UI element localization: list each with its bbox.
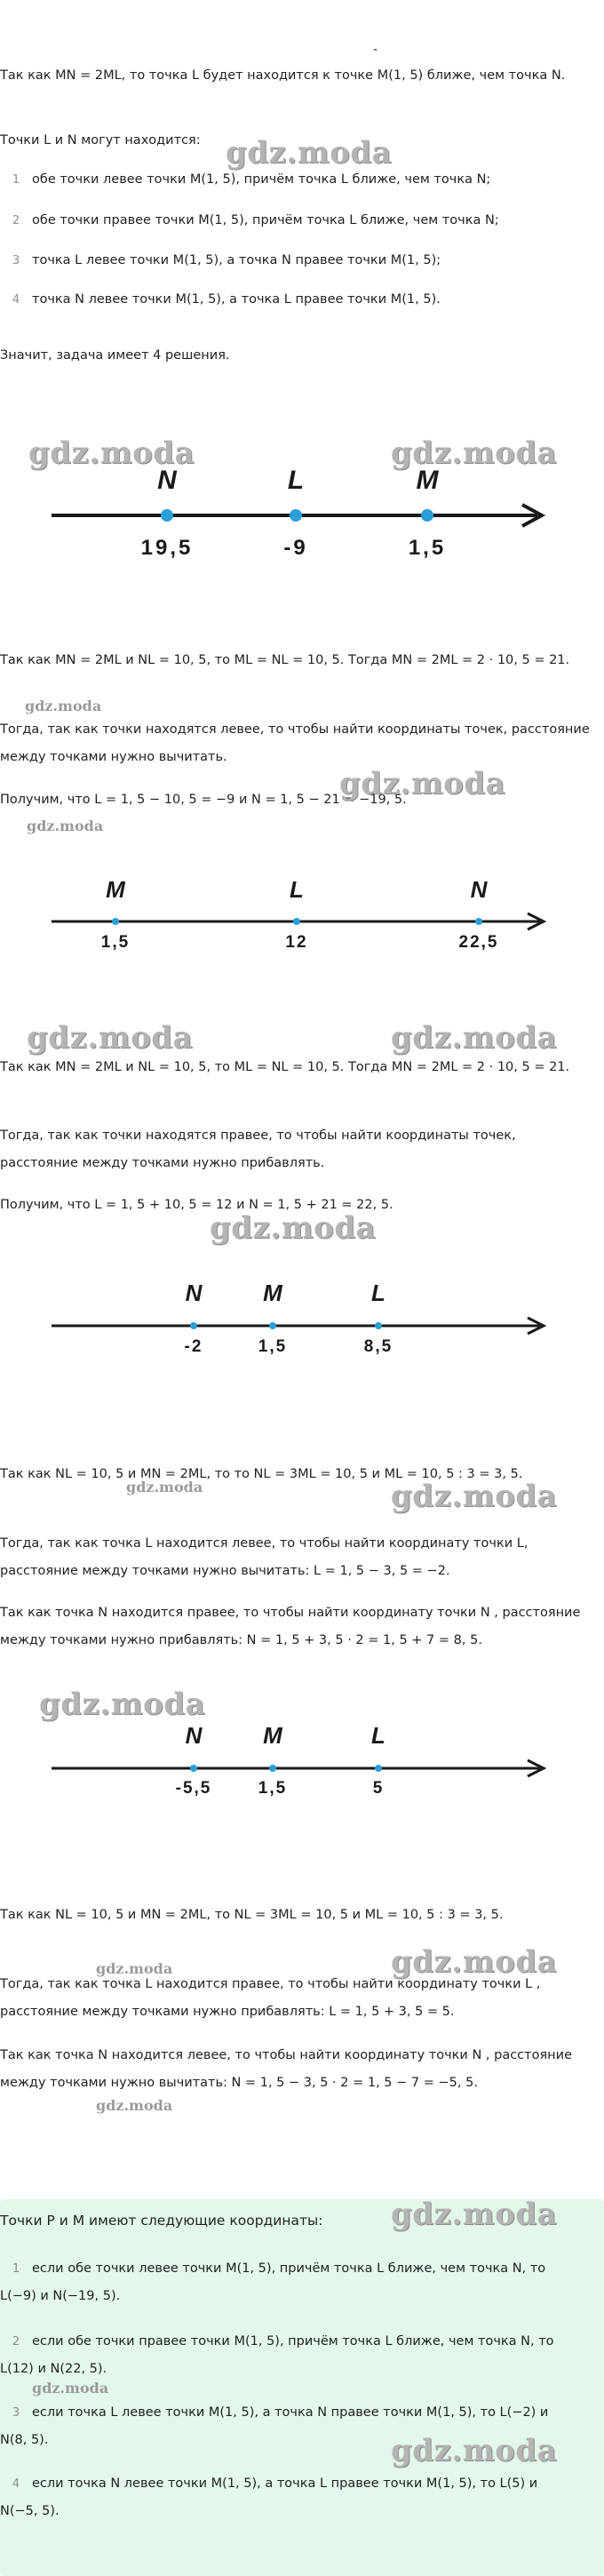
watermark: gdz.moda <box>27 817 104 834</box>
intro-paragraph-2: Точки L и N могут находится: <box>0 133 201 148</box>
case-item: 4 точка N левее точки M(1, 5), а точка L правее точки M(1, 5). <box>12 292 441 307</box>
point-letter: L <box>290 876 304 903</box>
point-label: -2 <box>184 1337 203 1356</box>
point-label: 22,5 <box>458 933 499 952</box>
watermark: gdz.moda <box>27 1020 194 1056</box>
watermark: gdz.moda <box>391 2197 558 2232</box>
answer-item: 1 если обе точки левее точки M(1, 5), причём точка L ближе, чем точка N, то L(−9) и N(−19, 5). <box>0 2261 546 2303</box>
sec2-paragraph-1: Так как MN = 2ML и NL = 10, 5, то ML = NL = 10, 5. Тогда MN = 2ML = 2 · 10, 5 = 21. <box>0 1060 570 1074</box>
watermark: gdz.moda <box>126 1479 203 1495</box>
top-mark: - <box>373 43 378 57</box>
case-item: 1 обе точки левее точки M(1, 5), причём точка L ближе, чем точка N; <box>12 172 491 187</box>
number-line-3 <box>0 1280 604 1360</box>
sec2-paragraph-2: Тогда, так как точки находятся правее, то чтобы найти координаты точек, расстояние между точками нужно прибавлять. <box>0 1128 516 1170</box>
case-item: 2 обе точки правее точки M(1, 5), причём точка L ближе, чем точка N; <box>12 213 499 227</box>
answer-intro: Точки P и M имеют следующие координаты: <box>0 2213 323 2229</box>
point-label: 8,5 <box>363 1337 393 1356</box>
intro-paragraph-1: Так как MN = 2ML, то точка L будет находится к точке M(1, 5) ближе, чем точка N. <box>0 68 566 83</box>
watermark: gdz.moda <box>391 1944 558 1980</box>
point-letter: N <box>185 1722 203 1749</box>
watermark: gdz.moda <box>226 135 393 171</box>
point-letter: L <box>371 1280 385 1306</box>
watermark: gdz.moda <box>391 1479 558 1514</box>
watermark: gdz.moda <box>339 766 506 802</box>
watermark: gdz.moda <box>96 1960 173 1977</box>
number-line-1 <box>0 462 604 569</box>
sec2-paragraph-3: Получим, что L = 1, 5 + 10, 5 = 12 и N = 1, 5 + 21 = 22, 5. <box>0 1198 393 1212</box>
sec3-paragraph-3: Так как точка N находится правее, то чтобы найти координату точки N , расстояние между точками нужно прибавлять: N = 1, 5 + 3, 5 · 2 = 1, 5 + 7 = 8, 5. <box>0 1606 581 1647</box>
point-label: 19,5 <box>140 536 194 560</box>
sec1-paragraph-1: Так как MN = 2ML и NL = 10, 5, то ML = NL = 10, 5. Тогда MN = 2ML = 2 · 10, 5 = 21. <box>0 653 570 667</box>
watermark: gdz.moda <box>39 1687 206 1722</box>
point-dot <box>161 509 173 522</box>
point-dot <box>475 918 482 925</box>
point-dot <box>421 509 433 522</box>
point-dot <box>269 1765 276 1772</box>
point-dot <box>190 1765 197 1772</box>
point-dot <box>293 918 300 925</box>
point-label: -9 <box>283 536 308 560</box>
watermark: gdz.moda <box>25 698 102 714</box>
point-dot <box>269 1322 276 1329</box>
sec4-paragraph-1: Так как NL = 10, 5 и MN = 2ML, то NL = 3ML = 10, 5 и ML = 10, 5 : 3 = 3, 5. <box>0 1908 504 1922</box>
sec4-paragraph-2: Тогда, так как точка L находится правее, то чтобы найти координату точки L , расстояние между точками нужно прибавлять: L = 1, 5 + 3, 5 = 5. <box>0 1977 541 2019</box>
point-letter: M <box>106 876 125 903</box>
point-letter: L <box>287 466 305 495</box>
number-line-4 <box>0 1722 604 1802</box>
watermark: gdz.moda <box>391 435 558 471</box>
point-label: 5 <box>372 1779 385 1798</box>
answer-item: 3 если точка L левее точки M(1, 5), а точка N правее точки M(1, 5), то L(−2) и N(8, 5). <box>0 2405 549 2447</box>
watermark: gdz.moda <box>391 2433 558 2468</box>
answer-item: 4 если точка N левее точки M(1, 5), а точка L правее точки M(1, 5), то L(5) и N(−5, 5). <box>0 2476 538 2518</box>
point-label: 12 <box>285 933 308 952</box>
point-dot <box>375 1765 382 1772</box>
point-letter: M <box>263 1722 282 1749</box>
point-label: -5,5 <box>175 1779 212 1798</box>
point-letter: N <box>185 1280 203 1306</box>
point-label: 1,5 <box>100 933 131 952</box>
point-letter: N <box>470 876 488 903</box>
intro-paragraph-3: Значит, задача имеет 4 решения. <box>0 348 230 363</box>
sec1-paragraph-2: Тогда, так как точки находятся левее, то чтобы найти координаты точек, расстояние между точками нужно вычитать. <box>0 722 590 764</box>
point-label: 1,5 <box>258 1337 288 1356</box>
watermark: gdz.moda <box>28 435 195 471</box>
point-dot <box>290 509 302 522</box>
watermark: gdz.moda <box>32 2380 109 2397</box>
point-dot <box>190 1322 197 1329</box>
number-line-2 <box>0 875 604 955</box>
sec1-paragraph-3: Получим, что L = 1, 5 − 10, 5 = −9 и N = 1, 5 − 21 = −19, 5. <box>0 793 407 807</box>
sec3-paragraph-2: Тогда, так как точка L находится левее, то чтобы найти координату точки L, расстояние между точками нужно вычитать: L = 1, 5 − 3, 5 = −2. <box>0 1536 528 1578</box>
watermark: gdz.moda <box>96 2097 173 2114</box>
sec4-paragraph-3: Так как точка N находится левее, то чтобы найти координату точки N , расстояние между точками нужно вычитать: N = 1, 5 − 3, 5 · 2 = 1, 5 − 7 = −5, 5. <box>0 2048 573 2090</box>
point-dot <box>375 1322 382 1329</box>
point-dot <box>112 918 119 925</box>
answer-item: 2 если обе точки правее точки M(1, 5), причём точка L ближе, чем точка N, то L(12) и N(22, 5). <box>0 2334 554 2376</box>
point-letter: N <box>157 466 177 495</box>
watermark: gdz.moda <box>210 1210 377 1246</box>
point-letter: M <box>416 466 439 495</box>
point-label: 1,5 <box>408 536 447 560</box>
point-letter: M <box>263 1280 282 1306</box>
point-letter: L <box>371 1722 385 1749</box>
point-label: 1,5 <box>258 1779 288 1798</box>
watermark: gdz.moda <box>391 1020 558 1056</box>
sec3-paragraph-1: Так как NL = 10, 5 и MN = 2ML, то то NL = 3ML = 10, 5 и ML = 10, 5 : 3 = 3, 5. <box>0 1467 523 1481</box>
case-item: 3 точка L левее точки M(1, 5), а точка N правее точки M(1, 5); <box>12 253 441 267</box>
